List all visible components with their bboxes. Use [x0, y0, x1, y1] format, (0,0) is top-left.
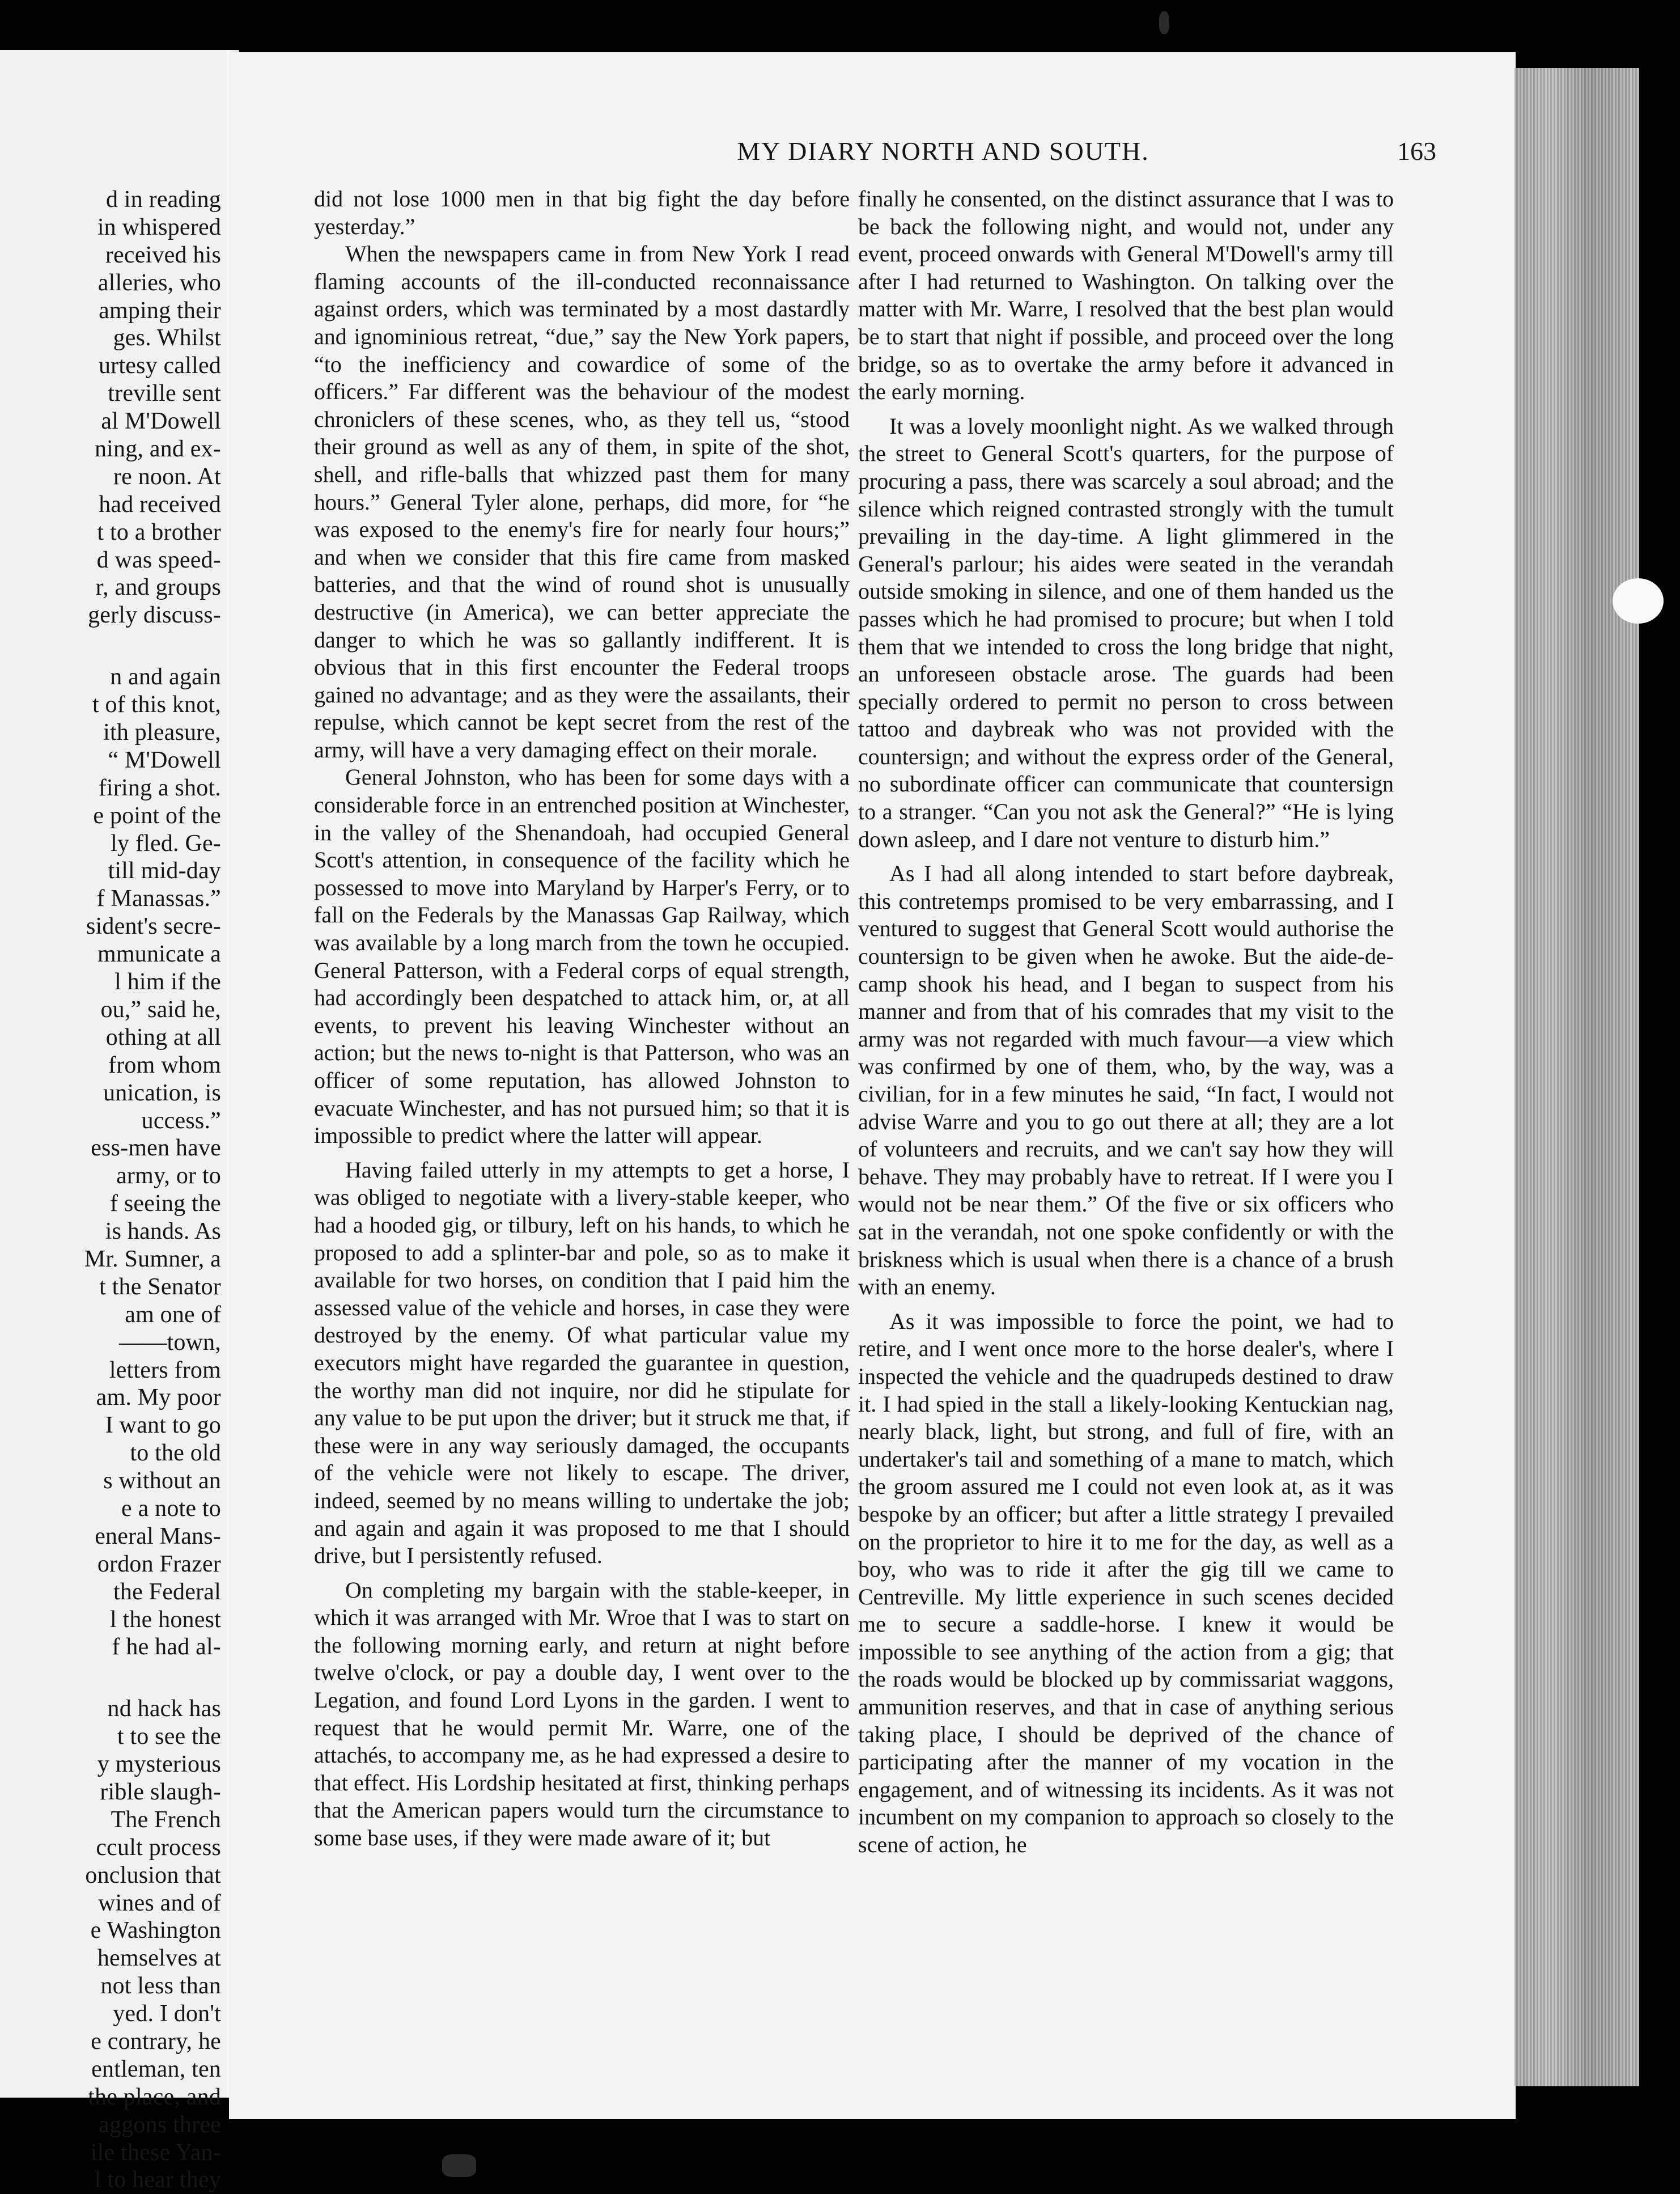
right-page	[229, 52, 1516, 2119]
text-column-left	[314, 185, 850, 1852]
paragraph-gap	[6, 629, 221, 663]
left-page-line: The French	[111, 1806, 221, 1833]
left-page-line: aggons three	[99, 2111, 221, 2138]
left-page-line: e contrary, he	[91, 2028, 221, 2055]
paragraph: On completing my bargain with the stable-keeper, in which it was arranged with Mr. Wroe that I was to start on the following morning early, and return at night before twelve o'clock, or pay a double day, I went over to the Legation, and found Lord Lyons in the garden. I went to request that he would permit Mr. Warre, one of the attachés, to accompany me, as he had expressed a desire to that effect. His Lordship hesitated at first, thinking perhaps that the American papers would turn the circumstance to some base uses, if they were made aware of it; but	[314, 1577, 850, 1851]
paragraph: did not lose 1000 men in that big fight the day before yesterday.”	[314, 186, 850, 239]
left-page-line: e point of the	[93, 802, 221, 829]
left-page-line: d was speed-	[96, 547, 221, 573]
left-page-line: mmunicate a	[97, 941, 221, 968]
paper-blemish	[442, 2154, 476, 2177]
left-page-line: t to see the	[117, 1723, 221, 1750]
left-page-text-fragments	[6, 186, 221, 2194]
page-number: 163	[1397, 137, 1436, 166]
left-page-line: wines and of	[97, 1890, 221, 1916]
left-page-line: eneral Mans-	[95, 1523, 221, 1549]
left-page-line: s without an	[103, 1468, 221, 1494]
left-page-line: ning, and ex-	[94, 436, 221, 463]
left-page-line: till mid-day	[108, 858, 221, 884]
left-page-line: sident's secre-	[86, 913, 221, 940]
left-page-line: alleries, who	[97, 269, 221, 296]
left-page-line: letters from	[109, 1357, 221, 1383]
left-page	[0, 50, 227, 2193]
left-page-line: onclusion that	[85, 1862, 221, 1888]
left-page-line: t of this knot,	[92, 692, 221, 718]
page-edges	[1514, 68, 1639, 2086]
left-page-line: am. My poor	[96, 1384, 221, 1411]
left-page-line: gerly discuss-	[88, 602, 221, 629]
left-page-line: ou,” said he,	[100, 996, 221, 1023]
left-page-line: ordon Frazer	[97, 1551, 221, 1577]
left-page-line: rible slaugh-	[100, 1778, 221, 1805]
left-page-line: the Federal	[113, 1578, 221, 1605]
left-page-line: t the Senator	[99, 1273, 221, 1300]
left-page-line: f seeing the	[110, 1191, 221, 1217]
paragraph: When the newspapers came in from New York I read flaming accounts of the ill-conducted reconnaissance against orders, which was terminated by a most dastardly and ignominious retreat, “due,” say the New York papers, “to the inefficiency and cowardice of some of the officers.” Far different was the behaviour of the modest chroniclers of these scenes, who, as they tell us, “stood their ground as well as any of them, in spite of the shot, shell, and rifle-balls that whizzed past them for many hours.” General Tyler alone, perhaps, did more, for “he was exposed to the enemy's fire for nearly four hours;” and when we consider that this fire came from masked batteries, and that the wind of round shot is unusually destructive (in America), we can better appreciate the danger to which he was so gallantly indifferent. It is obvious that in this first encounter the Federal troops gained no advantage; and as they were the assailants, their repulse, which cannot be kept secret from the rest of the army, will have a very damaging effect on their morale.	[314, 241, 850, 763]
left-page-line: I want to go	[105, 1412, 221, 1439]
paragraph: As I had all along intended to start before daybreak, this contretemps promised to be very embarrassing, and I ventured to suggest that General Scott would authorise the countersign to be given when he awoke. But the aide-de-camp shook his head, and I began to suspect from his manner and from that of his comrades that my visit to the army was not regarded with much favour—a view which was confirmed by one of them, who, by the way, was a civilian, for in a few minutes he said, “In fact, I would not advise Warre and you to go out there at all; they are a lot of volunteers and recruits, and we can't say how they will behave. They may probably have to retreat. If I were you I would not be near them.” Of the five or six officers who sat in the verandah, not one spoke confidently or with the briskness which is usual when there is a chance of a brush with an enemy.	[858, 861, 1394, 1300]
left-page-line: ith pleasure,	[103, 719, 221, 746]
left-page-line: ccult process	[96, 1834, 221, 1861]
left-page-line: am one of	[125, 1301, 221, 1328]
paper-blemish	[1613, 578, 1664, 624]
left-page-line: ——town,	[119, 1329, 221, 1356]
left-page-line: amping their	[99, 297, 221, 324]
paragraph-gap	[6, 1661, 221, 1695]
left-page-line: othing at all	[105, 1024, 221, 1051]
running-head: MY DIARY NORTH AND SOUTH.	[737, 137, 1149, 166]
left-page-line: ile these Yan-	[90, 2139, 221, 2166]
left-page-line: received his	[105, 242, 221, 268]
left-page-line: ges. Whilst	[113, 325, 221, 351]
text-column-right	[858, 185, 1394, 1859]
left-page-line: d in reading	[105, 187, 221, 213]
left-page-line: n and again	[110, 664, 221, 691]
left-page-line: had received	[99, 491, 221, 518]
left-page-line: t to a brother	[97, 519, 221, 545]
left-page-line: r, and groups	[95, 574, 221, 601]
left-page-line: e a note to	[121, 1495, 221, 1522]
left-page-line: Mr. Sumner, a	[84, 1246, 221, 1272]
left-page-line: ess-men have	[91, 1135, 221, 1162]
left-page-line: is hands. As	[105, 1218, 221, 1245]
left-page-line: f Manassas.”	[96, 886, 221, 912]
left-page-line: urtesy called	[98, 353, 221, 379]
left-page-line: l him if the	[114, 969, 221, 996]
left-page-line: the place, and	[88, 2083, 221, 2110]
paragraph: General Johnston, who has been for some days with a considerable force in an entrenched position at Winchester, in the valley of the Shenandoah, had occupied General Scott's attention, in consequence of the facility which he possessed to move into Maryland by Harper's Ferry, or to fall on the Federals by the Manassas Gap Railway, which was available by a long march from the town he occupied. General Patterson, with a Federal corps of equal strength, had accordingly been despatched to attack him, or, at all events, to prevent his leaving Winchester without an action; but the news to-night is that Patterson, who was an officer of some reputation, has allowed Johnston to evacuate Winchester, and has not pursued him; so that it is impossible to predict where the latter will appear.	[314, 764, 850, 1149]
left-page-line: from whom	[108, 1052, 221, 1078]
left-page-line: unication, is	[103, 1079, 221, 1106]
left-page-line: in whispered	[97, 214, 221, 240]
left-page-line: y mysterious	[97, 1751, 221, 1778]
left-page-line: l the honest	[109, 1606, 221, 1633]
left-page-line: entleman, ten	[91, 2056, 221, 2082]
left-page-line: not less than	[100, 1973, 221, 2000]
paragraph: Having failed utterly in my attempts to get a horse, I was obliged to negotiate with a livery-stable keeper, who had a hooded gig, or tilbury, left on his hands, to which he proposed to add a splinter-bar and pole, so as to make it available for two horses, on condition that I paid him the assessed value of the vehicle and horses, in case they were destroyed by the enemy. Of what particular value my executors might have regarded the guarantee in question, the worthy man did not inquire, nor did he stipulate for any value to be put upon the driver; but it struck me that, if these were in any way seriously damaged, the occupants of the vehicle were not likely to escape. The driver, indeed, seemed by no means willing to undertake the job; and again and again it was proposed to me that I should drive, but I persistently refused.	[314, 1157, 850, 1569]
left-page-line: army, or to	[116, 1163, 221, 1189]
paragraph: finally he consented, on the distinct assurance that I was to be back the following night, and would not, under any event, proceed onwards with General M'Dowell's army till after I had returned to Washington. On talking over the matter with Mr. Warre, I resolved that the best plan would be to start that night if possible, and proceed over the long bridge, so as to overtake the army before it advanced in the early morning.	[858, 186, 1394, 405]
left-page-line: al M'Dowell	[101, 408, 221, 435]
page-header	[229, 136, 1516, 170]
left-page-line: treville sent	[108, 380, 221, 407]
left-page-line: yed. I don't	[113, 2001, 221, 2027]
left-page-line: firing a shot.	[98, 774, 221, 801]
left-page-line: ly fled. Ge-	[111, 830, 221, 857]
page-edge-lines	[1514, 68, 1639, 2086]
left-page-line: e Washington	[90, 1917, 221, 1944]
paper-blemish	[1159, 11, 1169, 34]
paragraph: As it was impossible to force the point, we had to retire, and I went once more to the horse dealer's, where I inspected the vehicle and the quadrupeds destined to draw it. I had spied in the stall a likely-looking Kentuckian nag, nearly black, light, but strong, and full of fire, with an undertaker's tail and something of a mane to match, which the groom assured me I could not even look at, as it was bespoke by an officer; but after a little strategy I prevailed on the proprietor to hire it to me for the day, as well as a boy, who was to ride it after the gig till we came to Centreville. My little experience in such scenes decided me to secure a saddle-horse. I knew it would be impossible to see anything of the action from a gig; that the roads would be blocked up by commissariat waggons, ammunition reserves, and that in case of anything serious taking place, I should be deprived of the chance of participating after the manner of my vocation in the engagement, and of witnessing its incidents. As it was not incumbent on my companion to approach so closely to the scene of action, he	[858, 1308, 1394, 1858]
left-page-line: hemselves at	[97, 1945, 221, 1972]
left-page-line: nd hack has	[107, 1696, 221, 1722]
left-page-line: uccess.”	[141, 1107, 221, 1134]
paragraph: It was a lovely moonlight night. As we walked through the street to General Scott's quarters, for the purpose of procuring a pass, there was scarcely a soul abroad; and the silence which reigned contrasted strongly with the tumult prevailing in the day-time. A light glimmered in the General's parlour; his aides were seated in the verandah outside smoking in silence, and one of them handed us the passes which he had promised to procure; but when I told them that we intended to cross the long bridge that night, an unforeseen obstacle arose. The guards had been specially ordered to permit no person to cross between tattoo and daybreak who was not provided with the countersign; and without the express order of the General, no subordinate officer can communicate that countersign to a stranger. “Can you not ask the General?” “He is lying down asleep, and I dare not venture to disturb him.”	[858, 413, 1394, 852]
left-page-line: f he had al-	[112, 1634, 221, 1661]
left-page-line: l to hear they	[94, 2167, 221, 2193]
left-page-line: to the old	[130, 1440, 221, 1467]
left-page-line: “ M'Dowell	[108, 747, 221, 773]
left-page-line: re noon. At	[113, 463, 221, 490]
